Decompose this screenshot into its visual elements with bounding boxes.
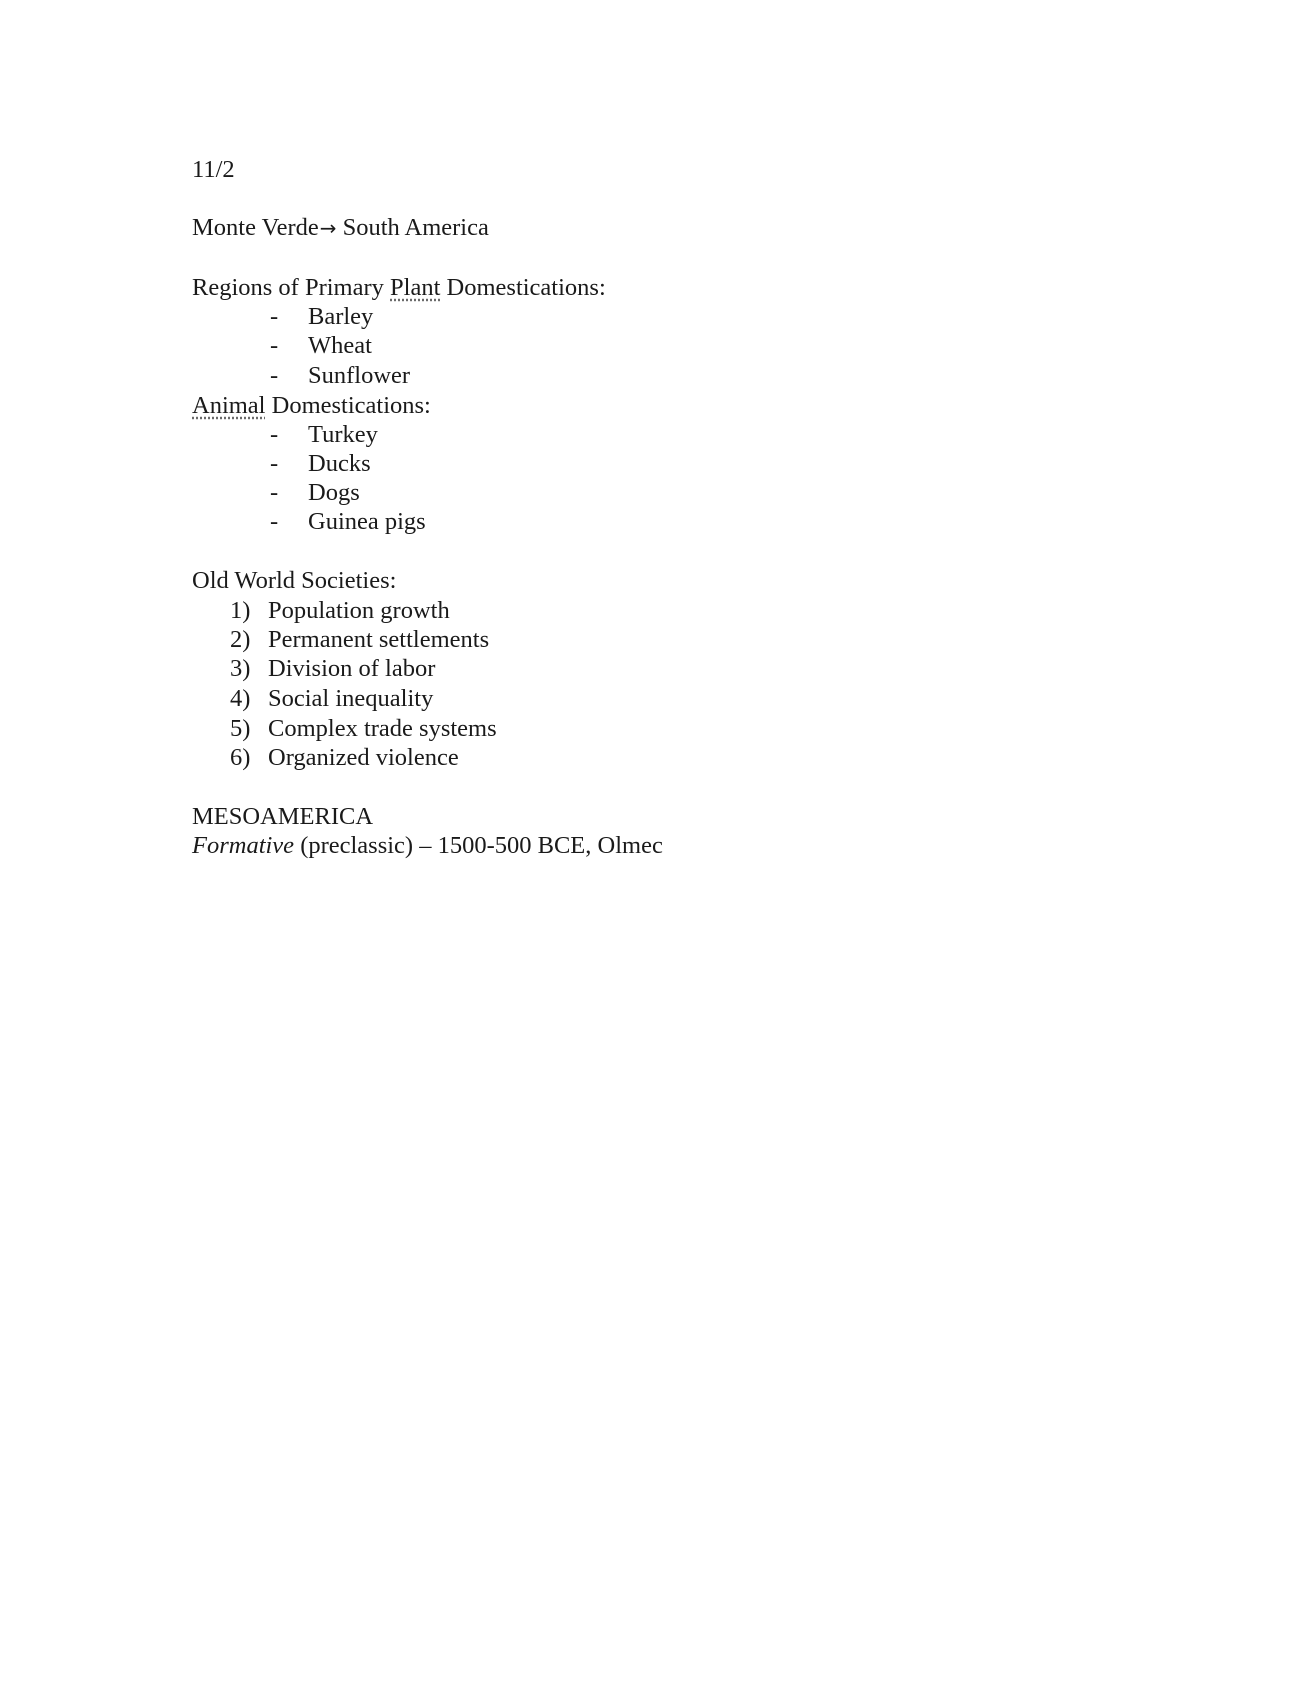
item-text: Permanent settlements [268,626,490,653]
mesoamerica-heading: MESOAMERICA [192,803,374,830]
formative-line [192,831,663,860]
plant-domestication-heading [192,273,606,302]
item-number: 6) [230,744,251,771]
item-number: 1) [230,597,251,624]
plant-item: Wheat [308,332,372,359]
animal-domestication-heading [192,391,431,420]
monte-verde-line [192,213,489,243]
item-number: 3) [230,655,251,682]
numbered-item [0,714,700,743]
numbered-item [0,625,700,654]
item-number: 2) [230,626,251,653]
bullet-dash: - [270,479,279,506]
monte-verde-text: Monte Verde [192,214,319,241]
list-item [0,420,700,449]
numbered-item [0,596,700,625]
item-text: Division of labor [268,655,436,682]
list-item [0,449,700,478]
plant-heading-underlined: Plant [390,274,441,301]
animal-item: Dogs [308,479,360,506]
list-item [0,507,700,536]
animal-heading-underlined: Animal [192,392,266,419]
item-number: 4) [230,685,251,712]
list-item [0,478,700,507]
plant-heading-prefix: Regions of Primary [192,274,391,301]
item-number: 5) [230,715,251,742]
bullet-dash: - [270,421,279,448]
bullet-dash: - [270,303,279,330]
bullet-dash: - [270,508,279,535]
plant-item: Sunflower [308,362,411,389]
item-text: Complex trade systems [268,715,497,742]
list-item [0,331,700,360]
date-line: 11/2 [192,156,235,183]
numbered-item [0,743,700,772]
animal-item: Ducks [308,450,371,477]
right-arrow-icon: → [319,216,337,240]
item-text: Population growth [268,597,450,624]
animal-item: Turkey [308,421,378,448]
old-world-heading: Old World Societies: [192,567,397,594]
numbered-item [0,654,700,683]
south-america-text: South America [342,214,489,241]
bullet-dash: - [270,332,279,359]
formative-description: (preclassic) – 1500-500 BCE, Olmec [294,832,663,859]
plant-item: Barley [308,303,374,330]
item-text: Organized violence [268,744,459,771]
bullet-dash: - [270,450,279,477]
animal-heading-suffix: Domestications: [265,392,431,419]
list-item [0,361,700,390]
list-item [0,302,700,331]
animal-item: Guinea pigs [308,508,426,535]
numbered-item [0,684,700,713]
item-text: Social inequality [268,685,434,712]
bullet-dash: - [270,362,279,389]
formative-term: Formative [192,832,295,859]
plant-heading-suffix: Domestications: [440,274,606,301]
